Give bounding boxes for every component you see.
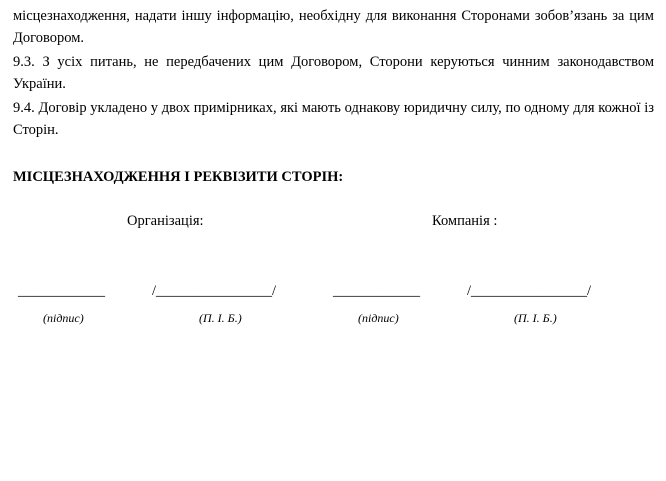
signature-line-company: ____________ bbox=[333, 283, 420, 299]
party-label-company: Компанія : bbox=[432, 213, 498, 229]
name-caption-company: (П. І. Б.) bbox=[514, 311, 557, 325]
paragraph-continuation: місцезнаходження, надати іншу інформацію, необхідну для виконання Сторонами зобов’язань за цим Договором. bbox=[13, 8, 654, 46]
paragraph-9-3: 9.3. З усіх питань, не передбачених цим Договором, Сторони керуються чинним законодавством України. bbox=[13, 54, 654, 92]
paragraph-9-4: 9.4. Договір укладено у двох примірниках, які мають однакову юридичну силу, по одному для кожної із Сторін. bbox=[13, 100, 654, 138]
signature-caption-organization: (підпис) bbox=[43, 311, 84, 325]
section-heading: МІСЦЕЗНАХОДЖЕННЯ І РЕКВІЗИТИ СТОРІН: bbox=[13, 169, 344, 185]
name-line-organization: /________________/ bbox=[152, 283, 277, 299]
signature-caption-company: (підпис) bbox=[358, 311, 399, 325]
name-caption-organization: (П. І. Б.) bbox=[199, 311, 242, 325]
party-label-organization: Організація: bbox=[127, 213, 204, 229]
signature-line-organization: ____________ bbox=[18, 283, 105, 299]
name-line-company: /________________/ bbox=[467, 283, 592, 299]
